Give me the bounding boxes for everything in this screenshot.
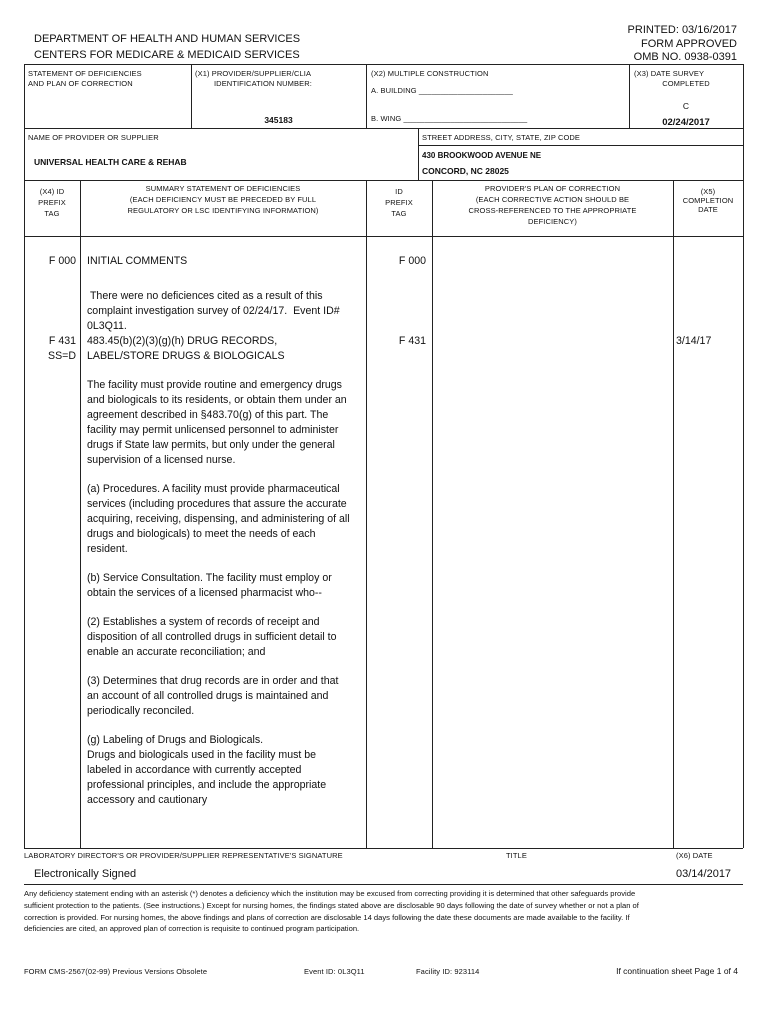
rule-signature-bottom: [24, 884, 743, 885]
city-state-zip: CONCORD, NC 28025: [422, 166, 509, 176]
f000-title: INITIAL COMMENTS: [87, 255, 188, 267]
statement-label-2: AND PLAN OF CORRECTION: [28, 79, 133, 88]
f431-completion-date: 3/14/17: [676, 335, 712, 347]
rule-col-plan: [673, 180, 674, 848]
statement-label-1: STATEMENT OF DEFICIENCIES: [28, 69, 142, 78]
provider-id-number: 345183: [264, 115, 293, 125]
col-x5-line1: (X5): [700, 187, 716, 196]
rule-colhead-bottom: [24, 236, 743, 237]
f431-regulation-text: [87, 378, 353, 822]
rule-col-id: [432, 180, 433, 848]
col-plan-line2: (EACH CORRECTIVE ACTION SHOULD BE: [475, 195, 630, 204]
reg-paragraph: The facility must provide routine and emergency drugs and biologicals to its residents, or obtain them under an agreement described in §483.70(g) of this part. The facility may permit unlicensed personnel to administer drugs if State law permits, but only under the general supervision of a licensed nurse.: [87, 379, 347, 466]
signature-date: 03/14/2017: [676, 868, 732, 880]
signature-label: LABORATORY DIRECTOR'S OR PROVIDER/SUPPLIER REPRESENTATIVE'S SIGNATURE: [24, 851, 343, 860]
rule-id-bottom: [24, 128, 743, 129]
col-plan-line3: CROSS-REFERENCED TO THE APPROPRIATE: [468, 206, 637, 215]
f000-prefix-tag: F 000: [48, 255, 76, 267]
reg-paragraph: (g) Labeling of Drugs and Biologicals. Drugs and biologicals used in the facility must be labeled in accordance with currently accepted professional principles, and include the appropriate accessory and cautionary: [87, 734, 327, 806]
street-address: 430 BROOKWOOD AVENUE NE: [422, 151, 542, 160]
col-id-line1: ID: [395, 187, 403, 196]
reg-paragraph: (b) Service Consultation. The facility must employ or obtain the services of a licensed pharmacist who--: [87, 572, 332, 599]
reg-paragraph: (2) Establishes a system of records of receipt and disposition of all controlled drugs in sufficient detail to enable an accurate reconciliation; and: [87, 616, 337, 658]
rule-body-bottom: [24, 848, 743, 849]
col-id-line2: PREFIX: [385, 198, 413, 207]
x2-label: (X2) MULTIPLE CONSTRUCTION: [371, 69, 489, 78]
col-x4-line2: PREFIX: [38, 198, 66, 207]
provider-name: UNIVERSAL HEALTH CARE & REHAB: [34, 157, 187, 167]
col-plan-line1: PROVIDER'S PLAN OF CORRECTION: [484, 184, 621, 193]
disclaimer-text: Any deficiency statement ending with an asterisk (*) denotes a deficiency which the institution may be excused from correcting providing it is determined that other safeguards provide sufficient protection to the patients. (See instructions.) Except for nursing homes, the findings stated above are disclosable 90 days following the date of survey whether or not a plan of correction is provided. For nursing homes, the above findings and plans of correction are disclosable 14 days following the date these documents are made available to the facility. If deficiencies are cited, an approved plan of correction is requisite to continued program participation.: [24, 889, 639, 934]
rule-address-left: [418, 128, 419, 180]
col-summary-line2: (EACH DEFICIENCY MUST BE PRECEDED BY FULL: [129, 195, 317, 204]
x3-label-1: (X3) DATE SURVEY: [634, 69, 705, 78]
x1-label-1: (X1) PROVIDER/SUPPLIER/CLIA: [195, 69, 312, 78]
page-indicator: If continuation sheet Page 1 of 4: [616, 966, 738, 976]
col-summary-line1: SUMMARY STATEMENT OF DEFICIENCIES: [145, 184, 301, 193]
rule-col-prefix: [80, 180, 81, 848]
event-id: Event ID: 0L3Q11: [304, 967, 365, 976]
col-plan-line4: DEFICIENCY): [527, 217, 578, 226]
omb-number: OMB NO. 0938-0391: [633, 51, 737, 63]
facility-id: Facility ID: 923114: [416, 967, 480, 976]
col-summary-line3: REGULATORY OR LSC IDENTIFYING INFORMATION): [127, 206, 319, 215]
electronic-signature: Electronically Signed: [34, 868, 137, 880]
rule-left: [24, 64, 25, 848]
form-approved: FORM APPROVED: [641, 38, 737, 50]
x2-wing: B. WING _____________________________: [371, 114, 528, 123]
address-label: STREET ADDRESS, CITY, STATE, ZIP CODE: [422, 133, 581, 142]
col-x4-line1: (X4) ID: [39, 187, 65, 196]
form-number: FORM CMS-2567(02-99) Previous Versions Obsolete: [24, 967, 208, 976]
agency-name: CENTERS FOR MEDICARE & MEDICAID SERVICES: [34, 49, 300, 61]
col-id-line3: TAG: [391, 209, 407, 218]
col-x5-line3: DATE: [698, 205, 718, 214]
survey-code: C: [682, 101, 690, 111]
provider-name-label: NAME OF PROVIDER OR SUPPLIER: [28, 133, 159, 142]
f431-title: LABEL/STORE DRUGS & BIOLOGICALS: [87, 350, 285, 362]
rule-x2-left: [366, 64, 367, 128]
rule-col-summary: [366, 180, 367, 848]
col-x4-line3: TAG: [44, 209, 60, 218]
department-name: DEPARTMENT OF HEALTH AND HUMAN SERVICES: [34, 33, 301, 45]
f431-scope-severity: SS=D: [48, 350, 76, 362]
printed-date: PRINTED: 03/16/2017: [627, 24, 737, 36]
survey-date: 02/24/2017: [662, 117, 710, 128]
rule-right: [743, 64, 744, 848]
f431-id-tag: F 431: [398, 335, 426, 347]
f000-id-tag: F 000: [398, 255, 426, 267]
signature-date-label: (X6) DATE: [676, 851, 713, 860]
f431-prefix-tag: F 431: [48, 335, 76, 347]
col-x5-line2: COMPLETION: [682, 196, 734, 205]
rule-top: [24, 64, 743, 65]
rule-provider-bottom: [24, 180, 743, 181]
rule-address-label: [418, 145, 743, 146]
x2-building: A. BUILDING ______________________: [371, 86, 513, 95]
x3-label-2: COMPLETED: [662, 79, 710, 88]
x1-label-2: IDENTIFICATION NUMBER:: [214, 79, 312, 88]
title-label: TITLE: [506, 851, 527, 860]
reg-paragraph: (3) Determines that drug records are in order and that an account of all controlled drugs is maintained and periodically reconciled.: [87, 675, 339, 717]
f431-regulation: 483.45(b)(2)(3)(g)(h) DRUG RECORDS,: [87, 335, 278, 347]
f000-comment: There were no deficiences cited as a result of this complaint investigation survey of 02/24/17. Event ID# 0L3Q11.: [87, 290, 343, 332]
reg-paragraph: (a) Procedures. A facility must provide pharmaceutical services (including procedures that assure the accurate acquiring, receiving, dispensing, and administering of all drugs and biologicals) to meet the needs of each resident.: [87, 483, 350, 555]
